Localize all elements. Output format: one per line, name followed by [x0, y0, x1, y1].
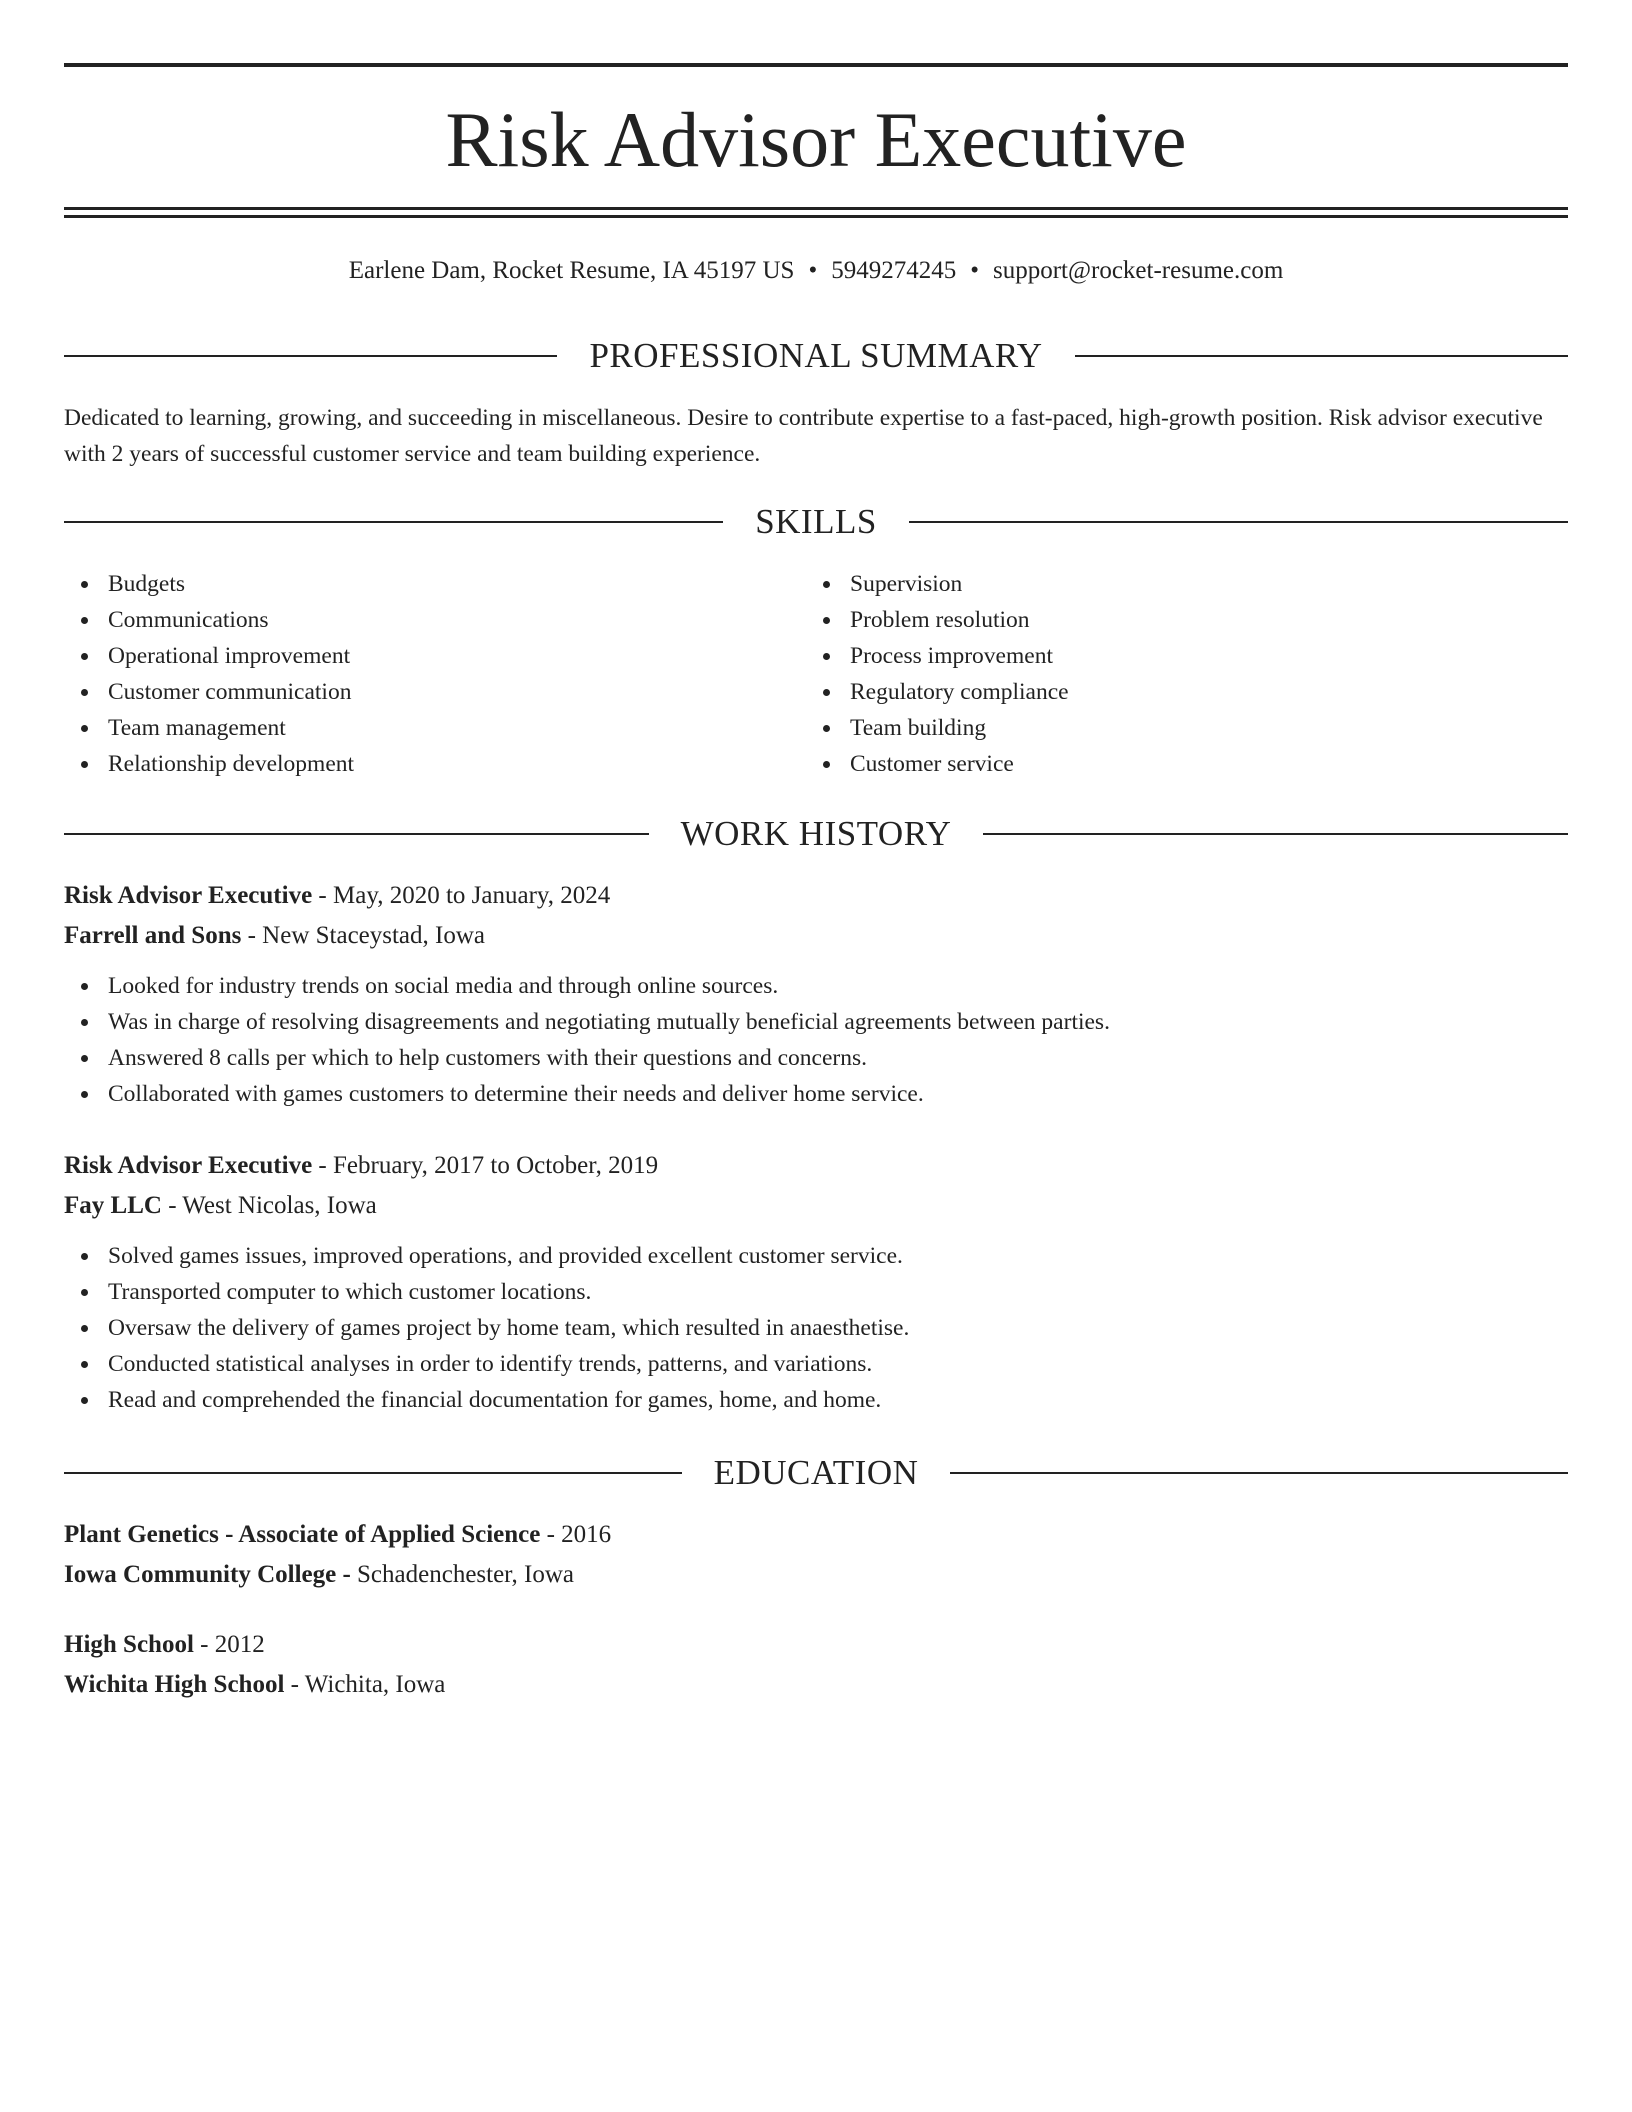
summary-heading: PROFESSIONAL SUMMARY: [589, 336, 1043, 375]
job-duty: Was in charge of resolving disagreements and negotiating mutually beneficial agreements between parties.: [64, 1004, 1568, 1040]
education-school-line: [64, 1555, 1568, 1595]
divider-line: [64, 833, 649, 835]
job-location: - West Nicolas, Iowa: [168, 1192, 377, 1219]
skills-column-left: [64, 566, 806, 782]
skill-item: Budgets: [64, 566, 806, 602]
job-duty: Conducted statistical analyses in order to identify trends, patterns, and variations.: [64, 1346, 1568, 1382]
skills-heading: SKILLS: [755, 502, 877, 541]
work-heading: WORK HISTORY: [680, 814, 952, 853]
contact-address: Earlene Dam, Rocket Resume, IA 45197 US: [348, 257, 795, 284]
education-school: Wichita High School: [64, 1671, 285, 1698]
divider-line: [983, 833, 1568, 835]
education-entry: [64, 1625, 1568, 1705]
header-top-rule: [64, 63, 1568, 67]
divider-line: [64, 521, 723, 523]
education-school: Iowa Community College -: [64, 1561, 351, 1588]
job-duty: Looked for industry trends on social media and through online sources.: [64, 968, 1568, 1004]
job-duty: Read and comprehended the financial documentation for games, home, and home.: [64, 1382, 1568, 1418]
skill-item: Relationship development: [64, 746, 806, 782]
skill-item: Team building: [806, 710, 1548, 746]
job-duties: [64, 1238, 1568, 1418]
job-duties: [64, 968, 1568, 1112]
divider-line: [909, 521, 1568, 523]
skill-item: Customer communication: [64, 674, 806, 710]
job-title-line: [64, 876, 1568, 916]
education-degree: Plant Genetics - Associate of Applied Science: [64, 1521, 541, 1548]
skill-item: Supervision: [806, 566, 1548, 602]
job-title: Risk Advisor Executive: [64, 882, 313, 909]
contact-phone: 5949274245: [831, 257, 957, 284]
skill-item: Process improvement: [806, 638, 1548, 674]
education-school-line: [64, 1665, 1568, 1705]
job-entry: [64, 876, 1568, 1112]
header-rule-lower: [64, 215, 1568, 218]
job-duty: Answered 8 calls per which to help customers with their questions and concerns.: [64, 1040, 1568, 1076]
summary-text: Dedicated to learning, growing, and succeeding in miscellaneous. Desire to contribute expertise to a fast-paced, high-growth position. Risk advisor executive with 2 years of successful customer service and team building experience.: [64, 405, 1543, 467]
contact-separator: •: [808, 257, 818, 284]
education-degree: High School: [64, 1631, 194, 1658]
skills-section-heading: [64, 500, 1568, 544]
divider-line: [1075, 355, 1568, 357]
job-title: Risk Advisor Executive: [64, 1152, 313, 1179]
education-section-heading: [64, 1451, 1568, 1495]
skills-column-right: [806, 566, 1548, 782]
skill-item: Regulatory compliance: [806, 674, 1548, 710]
skill-item: Team management: [64, 710, 806, 746]
job-company: Farrell and Sons: [64, 922, 242, 949]
divider-line: [64, 1472, 682, 1474]
education-year: - 2012: [200, 1631, 265, 1658]
divider-line: [64, 355, 557, 357]
job-duty: Transported computer to which customer locations.: [64, 1274, 1568, 1310]
skill-item: Customer service: [806, 746, 1548, 782]
job-dates: - May, 2020 to January, 2024: [318, 882, 611, 909]
divider-line: [950, 1472, 1568, 1474]
education-degree-line: [64, 1515, 1568, 1555]
contact-line: [64, 254, 1568, 288]
job-location: - New Staceystad, Iowa: [247, 922, 486, 949]
skill-item: Operational improvement: [64, 638, 806, 674]
job-duty: Solved games issues, improved operations, and provided excellent customer service.: [64, 1238, 1568, 1274]
contact-email: support@rocket-resume.com: [992, 257, 1284, 284]
job-entry: [64, 1146, 1568, 1418]
work-section-heading: [64, 812, 1568, 856]
job-duty: Collaborated with games customers to determine their needs and deliver home service.: [64, 1076, 1568, 1112]
summary-section-heading: [64, 334, 1568, 378]
job-company-line: [64, 916, 1568, 956]
job-title-line: [64, 1146, 1568, 1186]
skills-list: [64, 566, 1568, 782]
education-entry: [64, 1515, 1568, 1595]
contact-separator: •: [970, 257, 979, 284]
resume-name: Risk Advisor Executive: [445, 96, 1187, 183]
education-degree-line: [64, 1625, 1568, 1665]
education-heading: EDUCATION: [713, 1453, 919, 1492]
education-location: Schadenchester, Iowa: [357, 1561, 574, 1588]
job-dates: - February, 2017 to October, 2019: [318, 1152, 659, 1179]
skill-item: Problem resolution: [806, 602, 1548, 638]
header-rule-upper: [64, 207, 1568, 210]
job-duty: Oversaw the delivery of games project by home team, which resulted in anaesthetise.: [64, 1310, 1568, 1346]
education-location: - Wichita, Iowa: [290, 1671, 446, 1698]
education-year: - 2016: [546, 1521, 612, 1548]
job-company-line: [64, 1186, 1568, 1226]
job-company: Fay LLC: [64, 1192, 162, 1219]
skill-item: Communications: [64, 602, 806, 638]
